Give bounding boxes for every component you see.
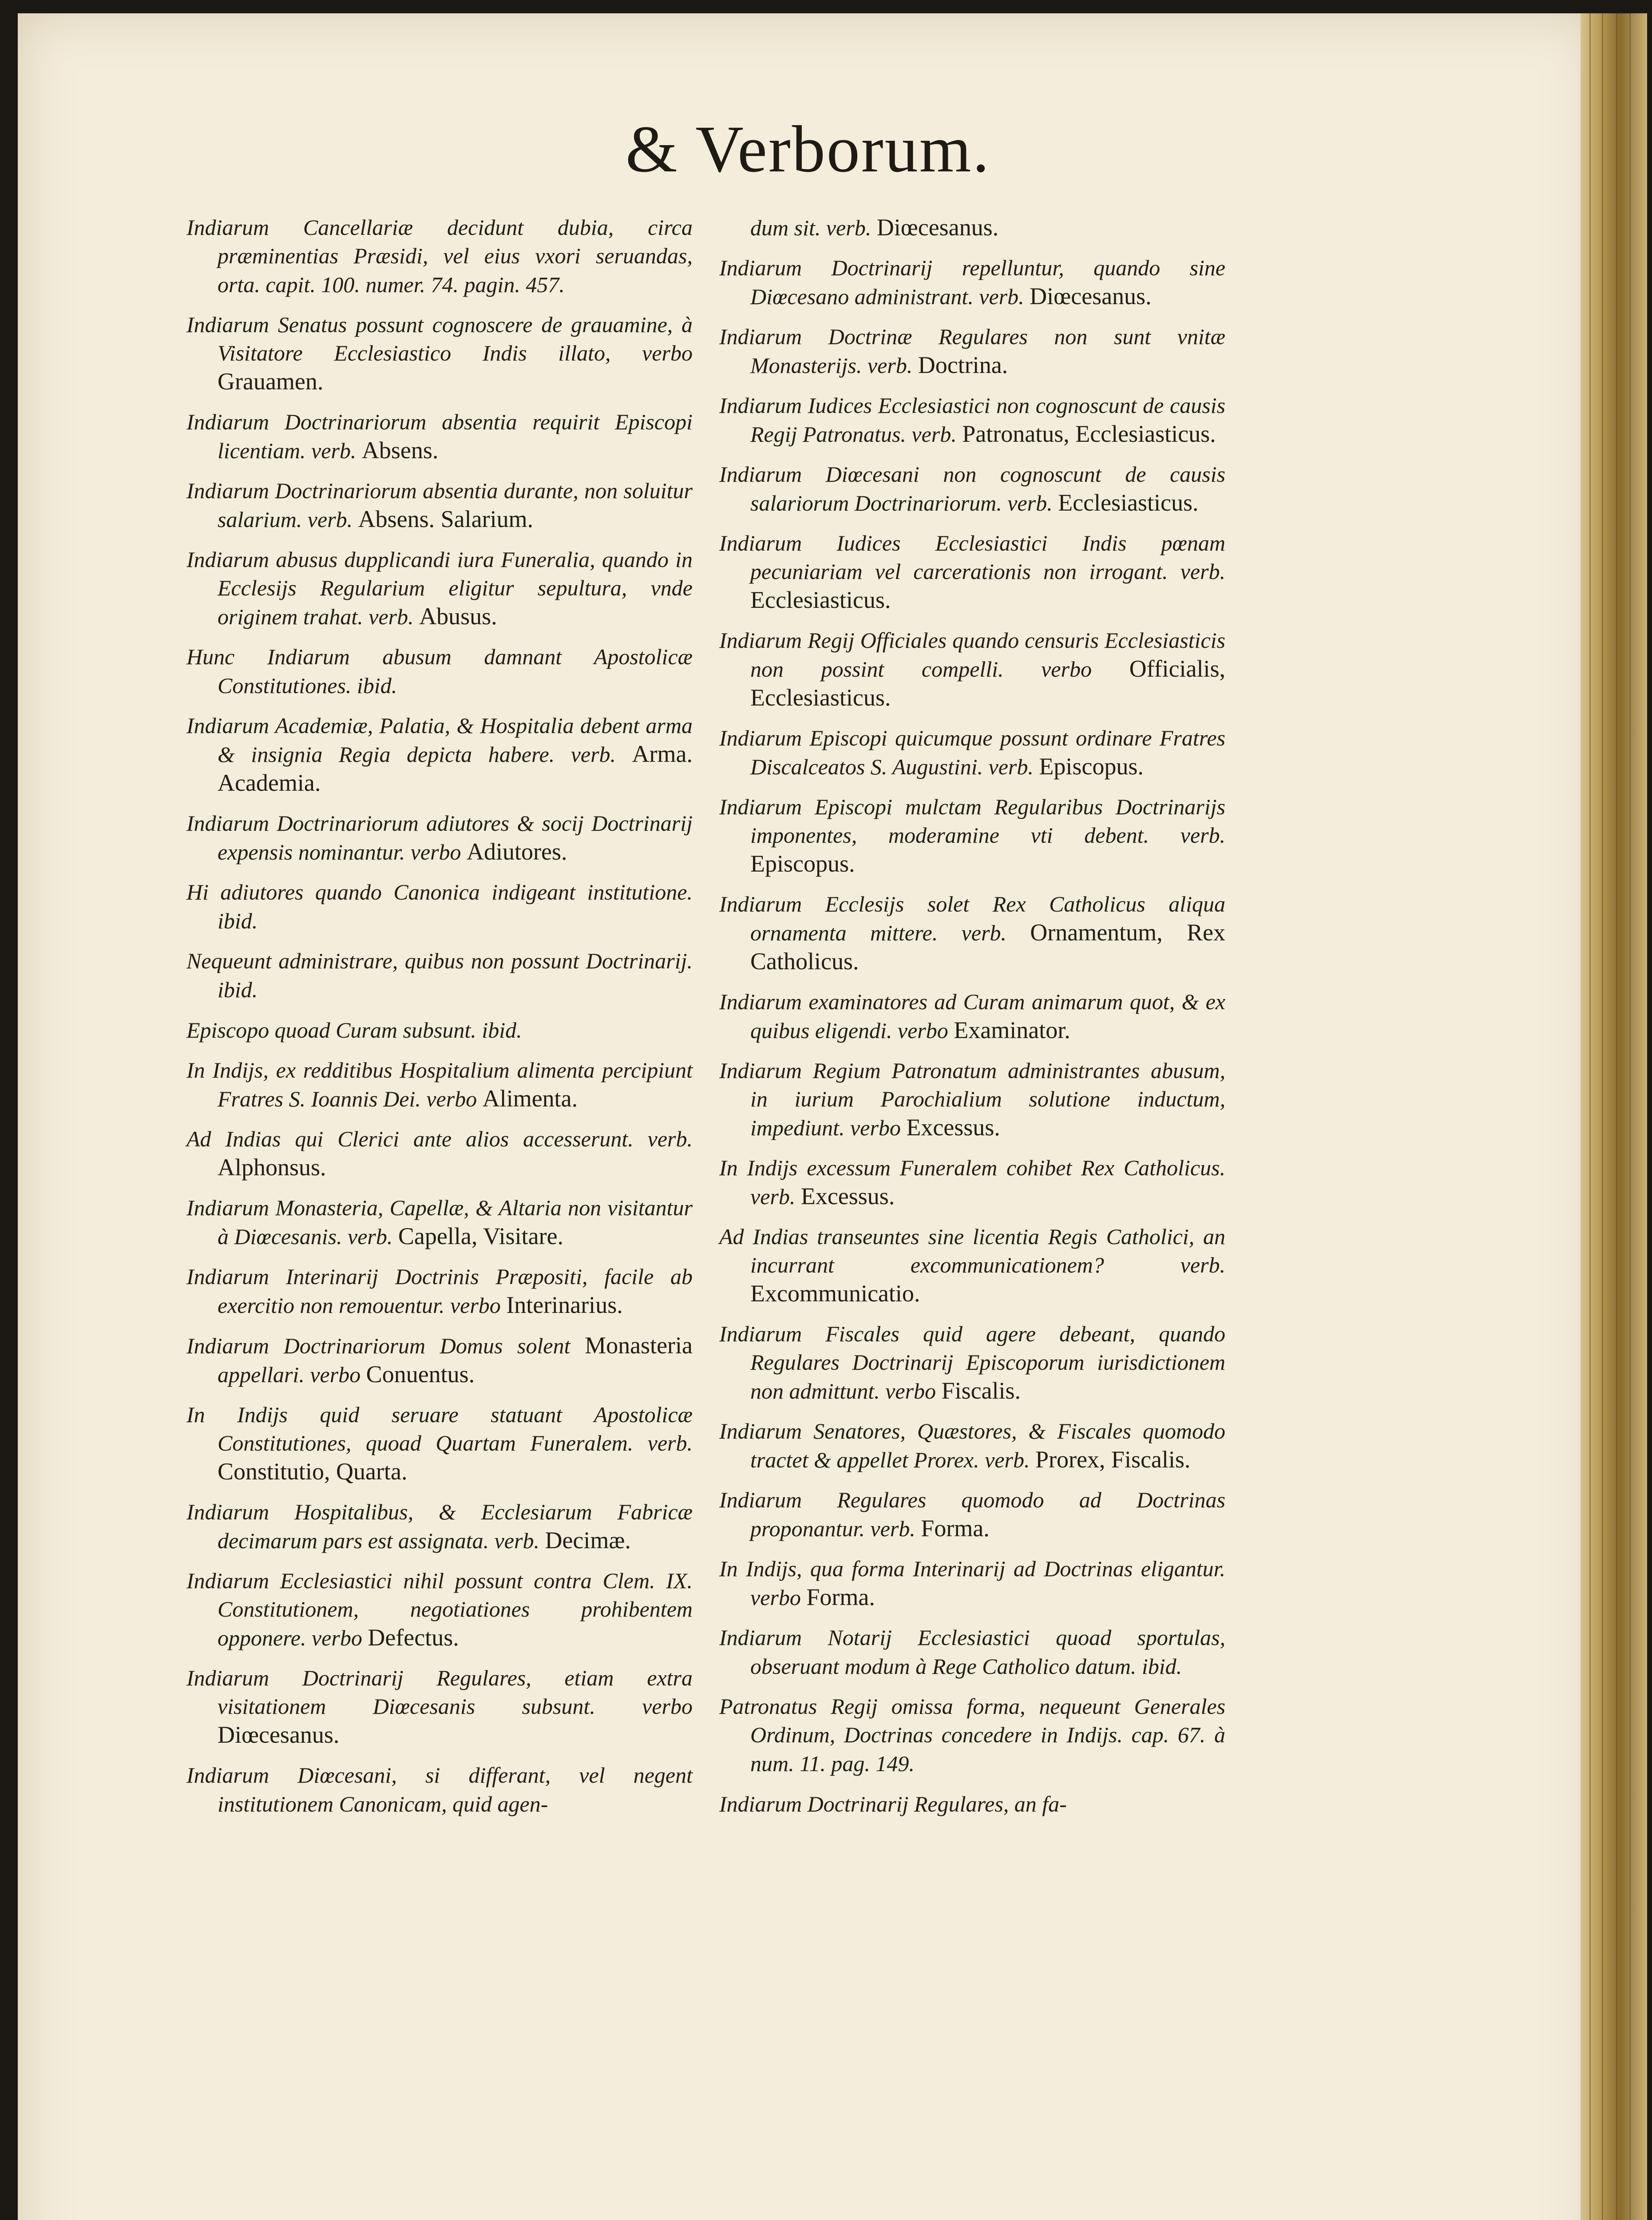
entry-latin-text: Indiarum examinatores ad Curam animarum quot, & ex quibus eligendi. verbo — [719, 989, 1225, 1043]
index-entry — [178, 408, 693, 465]
entry-latin-text: Ad Indias qui Clerici ante alios accesserunt. verb. — [186, 1126, 693, 1151]
entry-latin-text: Indiarum Iudices Ecclesiastici non cognoscunt de causis Regij Patronatus. verb. — [719, 393, 1225, 447]
book-page — [18, 13, 1598, 2220]
index-entry — [710, 391, 1225, 448]
index-entry — [710, 254, 1225, 311]
entry-latin-text: Indiarum Doctrinariorum Domus solent — [186, 1333, 570, 1358]
index-column-left — [178, 213, 693, 1830]
entry-term: Decimæ. — [545, 1527, 631, 1554]
entry-latin-text: Indiarum abusus dupplicandi iura Funeralia, quando in Ecclesijs Regularium eligitur sepultura, vnde originem trahat. verb. — [186, 547, 693, 629]
entry-latin-text: Indiarum Doctrinarij repelluntur, quando sine Diœcesano administrant. verb. — [719, 255, 1225, 309]
entry-latin-text: Indiarum Senatus possunt cognoscere de grauamine, à Visitatore Ecclesiastico Indis illato, verbo — [186, 312, 693, 365]
entry-latin-text: Indiarum Ecclesiastici nihil possunt contra Clem. IX. Constitutionem, negotiationes prohibentem opponere. verbo — [186, 1568, 693, 1650]
entry-latin-text: Indiarum Senatores, Quæstores, & Fiscales quomodo tractet & appellet Prorex. verb. — [719, 1419, 1225, 1472]
continued-entry-term: Diœcesanus. — [876, 214, 999, 241]
entry-term: Alphonsus. — [218, 1154, 326, 1181]
index-entry — [178, 947, 693, 1004]
entry-term: Forma. — [806, 1584, 875, 1610]
index-entry — [178, 1056, 693, 1113]
entry-latin-text: In Indijs quid seruare statuant Apostolicæ Constitutiones, quoad Quartam Funeralem. verb. — [186, 1402, 693, 1455]
entry-latin-text: Ad Indias transeuntes sine licentia Regis Catholici, an incurrant excommunicationem? verb. — [719, 1224, 1225, 1277]
entry-latin-text: Indiarum Regium Patronatum administrantes abusum, in iurium Parochialium solutione inductum, impediunt. verbo — [719, 1058, 1225, 1140]
entry-term: Conuentus. — [366, 1361, 475, 1388]
entry-term: Episcopus. — [1039, 753, 1144, 780]
entry-term: Absens. — [361, 437, 439, 464]
index-entry — [178, 878, 693, 935]
index-entry — [710, 724, 1225, 781]
entry-latin-text: Indiarum Ecclesijs solet Rex Catholicus aliqua ornamenta mittere. verb. — [719, 892, 1225, 945]
entry-latin-text: Indiarum Cancellariæ decidunt dubia, circa præminentias Præsidi, vel eius vxori seruandas, orta. capit. 100. numer. 74. pagin. 457. — [186, 215, 693, 297]
index-entry — [178, 545, 693, 631]
entry-term: Ornamentum, Rex Catholicus. — [750, 919, 1225, 975]
index-entry — [178, 1331, 693, 1389]
index-entry — [178, 1566, 693, 1652]
index-entry — [178, 809, 693, 866]
entry-latin-text: Indiarum Iudices Ecclesiastici Indis pœnam pecuniariam vel carcerationis non irrogant. verb. — [719, 531, 1225, 584]
index-entry — [178, 1193, 693, 1251]
index-entry — [710, 1554, 1225, 1612]
entry-latin-text: Indiarum Episcopi mulctam Regularibus Doctrinarijs imponentes, moderamine vti debent. verb. — [719, 794, 1225, 848]
entry-latin-text: Indiarum Doctrinariorum absentia requirit Episcopi licentiam. verb. — [186, 409, 693, 463]
entry-term: Diœcesanus. — [1030, 283, 1152, 309]
entry-term: Excessus. — [906, 1114, 1000, 1141]
entry-latin-text: Indiarum Doctrinariorum adiutores & socij Doctrinarij expensis nominantur. verbo — [186, 811, 693, 864]
index-entry — [178, 1761, 693, 1818]
index-entry — [710, 890, 1225, 976]
entry-term: Officialis, Ecclesiasticus. — [750, 655, 1226, 711]
entry-term: Patronatus, Ecclesiasticus. — [962, 420, 1216, 447]
entry-term: Excessus. — [800, 1183, 895, 1209]
index-column-right — [710, 213, 1225, 1830]
entry-term: Fiscalis. — [941, 1377, 1021, 1404]
entry-latin-text: Indiarum Doctrinariorum absentia durante, non soluitur salarium. verb. — [186, 478, 693, 532]
page-edge-stack — [1581, 13, 1647, 2220]
entry-latin-text: In Indijs, qua forma Interinarij ad Doctrinas eligantur. verbo — [719, 1556, 1225, 1610]
entry-term: Excommunicatio. — [750, 1280, 920, 1307]
index-entry — [710, 1056, 1225, 1142]
entry-term: Absens. Salarium. — [358, 506, 534, 532]
index-entry — [710, 1154, 1225, 1211]
index-entry — [178, 1400, 693, 1486]
index-entry — [178, 1262, 693, 1320]
entry-term: Diœcesanus. — [218, 1721, 340, 1748]
index-entry — [178, 310, 693, 396]
entry-latin-text: Indiarum Regij Officiales quando censuris Ecclesiasticis non possint compelli. verbo — [719, 628, 1225, 682]
index-entry — [178, 642, 693, 700]
entry-term: Monasteria — [585, 1332, 693, 1359]
entry-latin-text: Indiarum Interinarij Doctrinis Præpositi, facile ab exercitio non remouentur. verbo — [186, 1264, 693, 1318]
entry-term: Adiutores. — [467, 838, 567, 865]
index-entry — [178, 213, 693, 299]
entry-latin-text: Indiarum Notarij Ecclesiastici quoad sportulas, obseruant modum à Rege Catholico datum. ibid. — [719, 1625, 1225, 1679]
entry-term: Interinarius. — [506, 1292, 623, 1318]
entry-latin-text: Indiarum Regulares quomodo ad Doctrinas proponantur. verb. — [719, 1487, 1225, 1541]
index-entry — [710, 626, 1225, 712]
index-entry — [710, 1623, 1225, 1681]
entry-term: Ecclesiasticus. — [750, 587, 891, 613]
entry-term: Prorex, Fiscalis. — [1035, 1446, 1191, 1473]
entry-latin-text: Indiarum Fiscales quid agere debeant, quando Regulares Doctrinarij Episcoporum iurisdictionem non admittunt. verbo — [719, 1321, 1225, 1403]
entry-term: Arma. Academia. — [218, 741, 693, 796]
index-entry — [710, 1692, 1225, 1778]
entry-latin-text: In Indijs, ex redditibus Hospitalium alimenta percipiunt Fratres S. Ioannis Dei. verbo — [186, 1058, 693, 1111]
entry-term: Capella, Visitare. — [398, 1223, 564, 1249]
index-entry — [710, 1417, 1225, 1474]
entry-latin-text: appellari. verbo — [218, 1362, 361, 1387]
entry-latin-text: Indiarum Episcopi quicumque possunt ordinare Fratres Discalceatos S. Augustini. verb. — [719, 725, 1225, 779]
continued-entry — [710, 213, 1225, 242]
index-entry — [710, 1789, 1225, 1818]
entry-latin-text: Episcopo quoad Curam subsunt. ibid. — [186, 1018, 522, 1043]
entry-latin-text: Indiarum Hospitalibus, & Ecclesiarum Fabricæ decimarum pars est assignata. verb. — [186, 1499, 693, 1553]
entry-latin-text: Indiarum Diœcesani, si differant, vel negent institutionem Canonicam, quid agen- — [186, 1763, 693, 1816]
index-entry — [710, 987, 1225, 1045]
entry-latin-text: In Indijs excessum Funeralem cohibet Rex Catholicus. verb. — [719, 1155, 1225, 1209]
index-entry — [178, 1664, 693, 1749]
entry-term: Abusus. — [419, 603, 497, 630]
index-entry — [710, 1486, 1225, 1543]
entry-term: Doctrina. — [918, 352, 1008, 378]
index-entry — [710, 460, 1225, 517]
entry-term: Ecclesiasticus. — [1058, 489, 1199, 516]
entry-latin-text: Indiarum Monasteria, Capellæ, & Altaria non visitantur à Diœcesanis. verb. — [186, 1195, 693, 1249]
entry-term: Alimenta. — [482, 1085, 578, 1112]
index-entry — [710, 529, 1225, 614]
entry-latin-text: Nequeunt administrare, quibus non possunt Doctrinarij. ibid. — [186, 948, 693, 1002]
entry-term: Forma. — [921, 1515, 990, 1542]
index-column-right-entries — [710, 254, 1225, 1818]
index-entry — [178, 1498, 693, 1555]
entry-latin-text: Patronatus Regij omissa forma, nequeunt Generales Ordinum, Doctrinas concedere in Indijs. cap. 67. à num. 11. pag. 149. — [719, 1694, 1225, 1776]
index-entry — [710, 1320, 1225, 1405]
entry-latin-text: Indiarum Doctrinæ Regulares non sunt vnitæ Monasterijs. verb. — [719, 324, 1225, 378]
entry-latin-text: Indiarum Doctrinarij Regulares, an fa- — [719, 1792, 1067, 1816]
index-entry — [178, 711, 693, 797]
entry-latin-text: Indiarum Academiæ, Palatia, & Hospitalia debent arma & insignia Regia depicta habere. verb. — [186, 713, 693, 767]
index-entry — [178, 476, 693, 534]
entry-latin-text: Hunc Indiarum abusum damnant Apostolicæ Constitutiones. ibid. — [186, 644, 693, 698]
index-entry — [710, 322, 1225, 380]
continued-entry-latin: dum sit. verb. — [750, 215, 872, 240]
entry-term: Examinator. — [954, 1017, 1070, 1043]
page-header: & Verborum. — [626, 112, 990, 186]
index-entry — [710, 793, 1225, 878]
entry-latin-text: Hi adiutores quando Canonica indigeant institutione. ibid. — [186, 880, 693, 933]
index-entry — [178, 1125, 693, 1182]
entry-latin-text: Indiarum Doctrinarij Regulares, etiam extra visitationem Diœcesanis subsunt. verbo — [186, 1665, 693, 1719]
entry-term: Defectus. — [368, 1624, 459, 1651]
entry-term: Episcopus. — [750, 850, 855, 877]
index-entry — [710, 1222, 1225, 1308]
index-entry — [178, 1015, 693, 1044]
entry-latin-text: Indiarum Diœcesani non cognoscunt de causis salariorum Doctrinariorum. verb. — [719, 462, 1225, 515]
entry-term: Constitutio, Quarta. — [218, 1458, 408, 1485]
entry-term: Grauamen. — [218, 368, 324, 395]
